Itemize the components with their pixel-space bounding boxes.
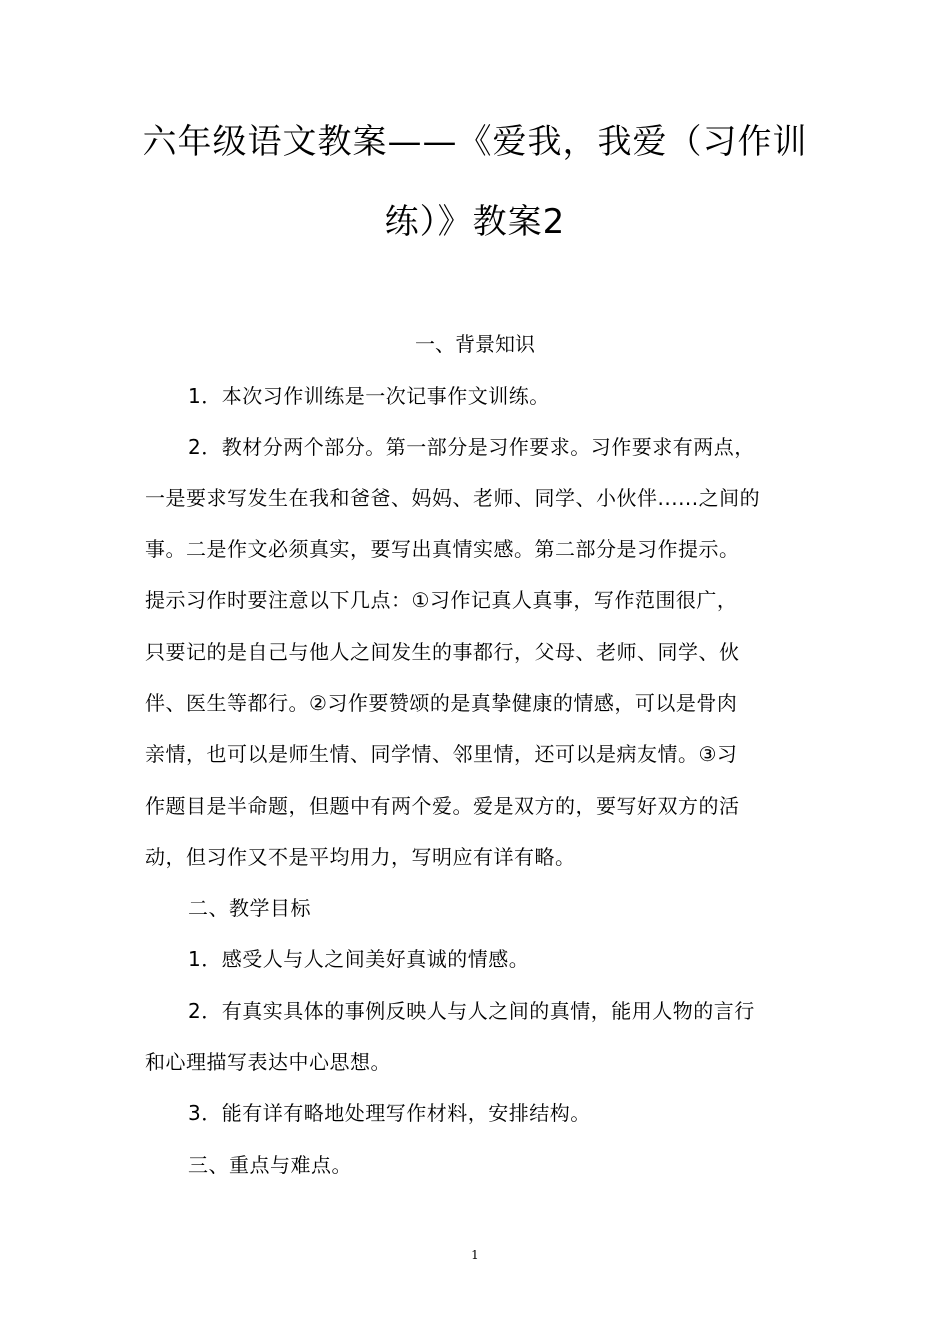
paragraph-line: 3．能有详有略地处理写作材料，安排结构。 <box>188 1101 591 1125</box>
section-heading-key-points: 三、重点与难点。 <box>188 1153 352 1177</box>
paragraph-line: 亲情，也可以是师生情、同学情、邻里情，还可以是病友情。③习 <box>145 742 738 766</box>
paragraph-line: 2．教材分两个部分。第一部分是习作要求。习作要求有两点， <box>188 435 755 459</box>
paragraph-line: 动，但习作又不是平均用力，写明应有详有略。 <box>145 845 576 869</box>
paragraph-line: 1．感受人与人之间美好真诚的情感。 <box>188 947 530 971</box>
paragraph-line: 提示习作时要注意以下几点：①习作记真人真事，写作范围很广， <box>145 588 738 612</box>
paragraph-line: 伴、医生等都行。②习作要赞颂的是真挚健康的情感，可以是骨肉 <box>145 691 738 715</box>
paragraph-line: 1．本次习作训练是一次记事作文训练。 <box>188 384 550 408</box>
paragraph-line: 2．有真实具体的事例反映人与人之间的真情，能用人物的言行 <box>188 999 755 1023</box>
paragraph-line: 事。二是作文必须真实，要写出真情实感。第二部分是习作提示。 <box>145 537 740 561</box>
section-heading-goals: 二、教学目标 <box>188 896 311 920</box>
paragraph-line: 一是要求写发生在我和爸爸、妈妈、老师、同学、小伙伴......之间的 <box>145 486 761 510</box>
document-title-line-1: 六年级语文教案——《爱我，我爱（习作训 <box>142 122 808 162</box>
paragraph-line: 作题目是半命题，但题中有两个爱。爱是双方的，要写好双方的活 <box>145 794 740 818</box>
section-heading-background: 一、背景知识 <box>415 332 535 356</box>
paragraph-line: 只要记的是自己与他人之间发生的事都行，父母、老师、同学、伙 <box>145 640 740 664</box>
document-title-line-2: 练）》教案2 <box>384 202 566 242</box>
paragraph-line: 和心理描写表达中心思想。 <box>145 1050 391 1074</box>
page-number: 1 <box>471 1248 479 1262</box>
